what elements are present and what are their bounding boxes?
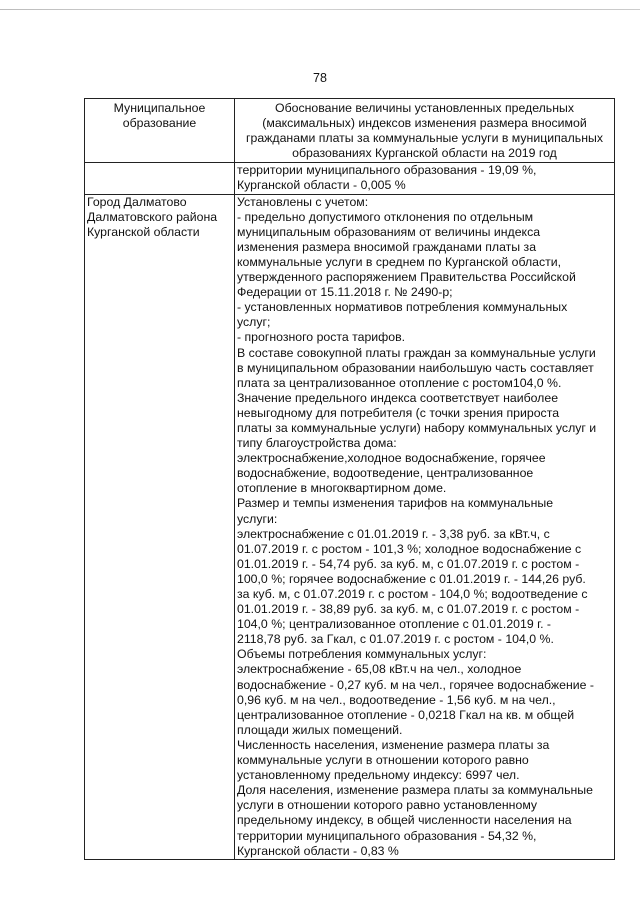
text-line: Федерации от 15.11.2018 г. № 2490-р;	[237, 285, 453, 300]
text-line: 104,0 %; централизованное отопление с 01.01.2019 г. -	[237, 617, 552, 632]
text-line: площади жилых помещений.	[237, 722, 403, 737]
header-line: образованиях Курганской области на 2019 год	[292, 146, 557, 161]
text-line: Установлены с учетом:	[237, 194, 369, 209]
header-line: образование	[122, 116, 197, 131]
text-line: 2118,78 руб. за Гкал, с 01.07.2019 г. с ростом - 104,0 %.	[237, 632, 554, 647]
text-line: Объемы потребления коммунальных услуг:	[237, 647, 487, 662]
text-line: водоснабжение, водоотведение, централизованное	[237, 466, 534, 481]
continuation-municipality-cell	[85, 163, 235, 194]
municipality-line: Город Далматово	[87, 194, 187, 209]
header-line: гражданами платы за коммунальные услуги в муниципальных	[246, 131, 603, 146]
header-justification	[235, 99, 615, 163]
text-line: 01.01.2019 г. - 54,74 руб. за куб. м, с 01.07.2019 г. с ростом -	[237, 556, 580, 571]
text-line: услуги в отношении которого равно установленному	[237, 798, 538, 813]
text-line: 01.07.2019 г. с ростом - 101,3 %; холодное водоснабжение с	[237, 541, 582, 556]
table-row	[85, 194, 615, 859]
text-line: Численность населения, изменение размера платы за	[237, 737, 550, 752]
header-municipality	[85, 99, 235, 163]
text-line: в муниципальном образовании наибольшую часть составляет	[237, 360, 594, 375]
text-line: Значение предельного индекса соответствует наиболее	[237, 390, 559, 405]
text-line: территории муниципального образования - 54,32 %,	[237, 828, 537, 843]
text-line: водоснабжение - 0,27 куб. м на чел., горячее водоснабжение -	[237, 677, 595, 692]
text-line: 0,96 куб. м на чел., водоотведение - 1,56 куб. м на чел.,	[237, 692, 556, 707]
text-line: Курганской области - 0,83 %	[237, 843, 399, 858]
text-line: коммунальные услуги в среднем по Курганской области,	[237, 254, 562, 269]
header-line: Обоснование величины установленных предельных	[275, 101, 574, 115]
tariff-index-table	[84, 98, 615, 860]
continuation-row	[85, 163, 615, 194]
text-line: услуг;	[237, 315, 271, 330]
municipality-cell	[85, 194, 235, 859]
text-line: невыгодному для потребителя (с точки зрения прироста	[237, 405, 560, 420]
table-header-row	[85, 99, 615, 163]
header-line: Муниципальное	[113, 101, 206, 115]
text-line: плата за централизованное отопление с ростом104,0 %.	[237, 375, 562, 390]
text-line: установленному предельному индексу: 6997 чел.	[237, 768, 520, 783]
text-line: Размер и темпы изменения тарифов на коммунальные	[237, 496, 554, 511]
municipality-line: Далматовского района	[87, 209, 218, 224]
text-line: 01.01.2019 г. - 38,89 руб. за куб. м, с 01.07.2019 г. с ростом -	[237, 602, 580, 617]
text-line: электроснабжение с 01.01.2019 г. - 3,38 руб. за кВт.ч, с	[237, 526, 550, 541]
text-line: 100,0 %; горячее водоснабжение с 01.01.2019 г. - 144,26 руб.	[237, 571, 586, 586]
text-line: - установленных нормативов потребления коммунальных	[237, 300, 568, 315]
text-line: территории муниципального образования - 19,09 %,	[237, 163, 537, 178]
page-number: 78	[313, 71, 327, 85]
text-line: муниципальным образованиям от величины индекса	[237, 224, 541, 239]
text-line: коммунальные услуги в отношении которого равно	[237, 753, 529, 768]
text-line: изменения размера вносимой гражданами платы за	[237, 239, 537, 254]
scan-top-rule	[0, 9, 640, 10]
text-line: за куб. м, с 01.07.2019 г. с ростом - 104,0 %; водоотведение с	[237, 587, 588, 601]
text-line: типу благоустройства дома:	[237, 436, 397, 451]
text-line: Курганской области - 0,005 %	[237, 178, 406, 193]
continuation-text-cell	[235, 163, 615, 194]
text-line: предельному индексу, в общей численности населения на	[237, 813, 572, 828]
text-line: - прогнозного роста тарифов.	[237, 330, 406, 345]
municipality-line: Курганской области	[87, 224, 200, 239]
text-line: централизованное отопление - 0,0218 Гкал на кв. м общей	[237, 707, 575, 722]
justification-cell	[235, 194, 615, 859]
text-line: В составе совокупной платы граждан за коммунальные услуги	[237, 345, 596, 360]
text-line: - предельно допустимого отклонения по отдельным	[237, 209, 534, 224]
text-line: услуги:	[237, 511, 278, 526]
text-line: утвержденного распоряжением Правительства Российской	[237, 270, 576, 285]
text-line: Доля населения, изменение размера платы за коммунальные	[237, 783, 593, 798]
text-line: электроснабжение,холодное водоснабжение, горячее	[237, 451, 546, 466]
header-line: (максимальных) индексов изменения размера вносимой	[262, 116, 587, 131]
text-line: отопление в многоквартирном доме.	[237, 481, 447, 496]
text-line: электроснабжение - 65,08 кВт.ч на чел., холодное	[237, 662, 522, 677]
text-line: платы за коммунальные услуги) набору коммунальных услуг и	[237, 420, 597, 435]
